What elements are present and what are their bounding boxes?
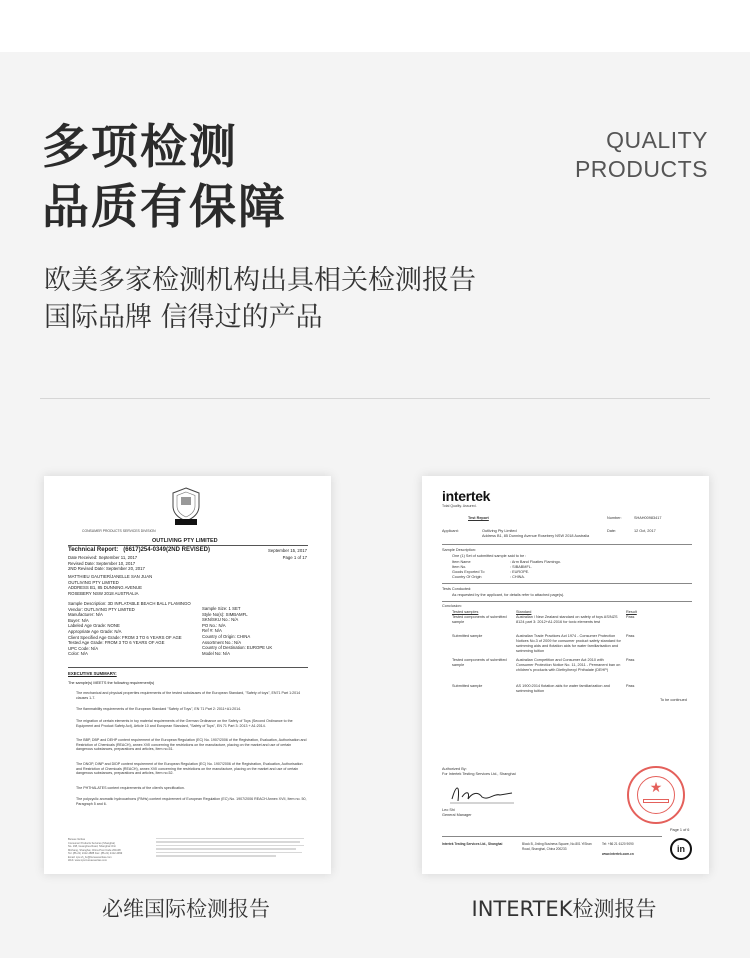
it-row-result: Pass <box>626 615 635 619</box>
intertek-tagline: Total Quality. Assured. <box>442 504 477 508</box>
bv-address-line: ADDRESS B1, 85 DUNNING AVENUE <box>68 585 142 591</box>
bv-field: Appropriate Age Grade: N/A <box>68 628 122 634</box>
official-seal-icon: ★ <box>627 766 685 824</box>
it-sample-field-value: : EUROPE. <box>510 570 530 574</box>
bv-field: Country of Destination: EUROPE UK <box>202 645 273 651</box>
it-conclusion-label: Conclusion: <box>442 604 462 608</box>
it-number-label: Number: <box>607 516 622 520</box>
it-authorized-org: For Intertek Testing Services Ltd., Shanghai <box>442 772 516 776</box>
bv-page: Page 1 of 17 <box>282 555 307 560</box>
bv-date-line: 2ND Revised Date: September 20, 2017 <box>68 566 145 572</box>
section-divider <box>40 398 710 399</box>
it-footer-tel: Tel: +86 21 6120 9090 <box>602 842 634 846</box>
bv-dates <box>68 555 145 572</box>
it-sample-field-value: : CHINA. <box>510 575 525 579</box>
it-applicant-label: Applicant: <box>442 529 459 533</box>
it-rule <box>442 601 692 602</box>
bv-footer-line: Minhang, Shanghai, China Post Code 201108 <box>68 848 121 852</box>
bv-field: Color: N/A <box>68 651 88 657</box>
bv-footer-line: Email: cps.sh_bv@bureauveritas.com <box>68 855 112 859</box>
bv-summary-item: The flammability requirements of the European Standard "Safety of Toys", EN 71 Part 2: 2011+A1:2014. <box>76 707 242 711</box>
it-number: SHAH00983417 <box>634 516 662 520</box>
bv-field: Sample Size: 1 SET <box>202 606 241 611</box>
it-sample-desc-label: Sample Description: <box>442 548 476 552</box>
it-applicant-line: Outliving Pty Limited <box>482 529 517 533</box>
it-sample-field-label: Item Name <box>452 560 471 564</box>
it-row-result: Pass <box>626 658 635 662</box>
it-row-standard: Australian Competition and Consumer Act 2010 with Consumer Protection Notice No. 11, 2011 - Permanent ban on children's products with Diethylhexyl Phthalate (DEHP) <box>516 658 621 672</box>
intertek-logo <box>442 488 490 504</box>
bv-field: Country of Origin: CHINA <box>202 633 251 639</box>
bv-summary-item: The mechanical and physical properties requirements of the tested subclauses of the European Standard, "Safety of toys", EN71 Part 1:2014 clauses 1-7. <box>76 691 301 700</box>
bv-field: Tested Age Grade: FROM 3 TO 6 YEARS OF AGE <box>68 640 165 646</box>
it-tests-label: Tests Conducted: <box>442 587 472 591</box>
bv-footer <box>68 838 308 866</box>
intertek-report-image <box>422 476 709 874</box>
bv-field: PO No.: N/A <box>202 622 226 628</box>
it-signer: Leo Shi <box>442 808 455 812</box>
quality-line2: PRODUCTS <box>574 156 708 182</box>
bv-report-no: (6617)254-0349(2ND REVISED) <box>123 547 210 553</box>
bv-summary-item: The PHTHALATES content requirements of the client's specification. <box>76 786 185 790</box>
bv-report-image <box>44 476 331 874</box>
bv-date: September 15, 2017 <box>268 548 307 553</box>
bv-field: Assortment No.: N/A <box>202 639 242 645</box>
bv-address-line: OUTLIVING PTY LIMITED <box>68 579 119 585</box>
bv-field: Buyer: N/A <box>68 617 89 623</box>
it-authorized-by: Authorized By: <box>442 767 467 771</box>
bv-address-line: ROSEBERY NSW 2018 AUSTRALIA <box>68 590 139 596</box>
bv-field: Sample Description: 3D INFLATABLE BEACH BALL FLAMINGO <box>68 601 191 606</box>
bv-address-line: MATTHIEU GAUTIER/JANELLE SAN JUAN <box>68 574 153 579</box>
it-row-sample: Tested components of submitted sample <box>452 615 507 624</box>
subtitle-line1: 欧美多家检测机构出具相关检测报告 <box>44 265 476 296</box>
intertek-report-caption: INTERTEK检测报告 <box>471 897 657 921</box>
it-col-header: Result <box>626 610 637 614</box>
bv-field: SKN/SKU No.: N/A <box>202 617 239 623</box>
bv-summary-intro: The sample(s) MEETS the following requirement(s) <box>68 681 155 685</box>
it-col-header: Tested samples <box>452 610 479 614</box>
it-rule <box>442 544 692 545</box>
bv-fields-right <box>202 606 272 656</box>
bv-footer-line: No. 168, Guanghua Road, Shanghai Chin <box>68 845 117 848</box>
it-rule <box>442 836 662 837</box>
intertek-logo-text: intertek <box>442 488 491 504</box>
bv-date-line: Revised Date: September 10, 2017 <box>68 560 136 566</box>
bv-rule-top <box>68 545 308 546</box>
it-sample-field-value: : Arm Band Floaties Flamingo. <box>510 560 561 564</box>
bv-department: CONSUMER PRODUCTS SERVICES DIVISION <box>82 529 156 533</box>
quality-products-tagline <box>575 126 708 184</box>
it-col-header: Standard <box>516 610 532 614</box>
bv-summary-title: EXECUTIVE SUMMARY: <box>68 671 117 676</box>
it-page: Page 1 of 6 <box>670 828 690 832</box>
bv-footer-fine-print <box>156 838 306 859</box>
bv-summary-item: The polycyclic aromatic hydrocarbons (PAHs) content requirement of European Regulation (EC) No. 1907/2006 REACH Annex XVII, Item no. 50, Paragraph 5 and 6. <box>76 797 307 806</box>
it-row-result: Pass <box>626 634 635 638</box>
bv-field: Manufacturer: N/A <box>68 612 103 618</box>
it-tests-note: As requested by the applicant, for details refer to attached page(s). <box>452 593 565 597</box>
quality-line1: QUALITY <box>606 127 708 153</box>
bv-summary-item: The BBP, DBP and DEHP content requirement of the European Regulation (EC) No. 1907/2006 of the Registration, Evaluation, Authorisation and Restriction of Chemicals (REACH), annex XVII concerning the restrictions on the manufacture, placing on the market and use of certain dangerous substances, preparations and articles, Item no.51. <box>76 738 307 752</box>
bv-field: Labeled Age Grade: NONE <box>68 623 120 629</box>
bv-company: OUTLIVING PTY LIMITED <box>152 538 218 544</box>
bv-field: Vendor: OUTLIVING PTY LIMITED <box>68 606 135 612</box>
bv-footer-address <box>68 838 146 863</box>
it-row-standard: AS 1900:2014 flotation aids for water familiarization and swimming tuition <box>516 684 610 693</box>
bv-footer-line: Bureau Veritas <box>68 838 86 841</box>
it-row-standard: Australian Trade Practices Act 1974 - Consumer Protection Notices No.3 of 2009 for consumer product safety standard for swimming aids and flotation aids for water familiarisation and swimming tuition <box>516 634 621 653</box>
bv-rule-mid <box>68 667 308 668</box>
bv-footer-line: Web: www.cps.bureauveritas.com <box>68 859 108 862</box>
bv-footer-line: Tel: (86-21) 2412-4888 Fax: (86-21) 2412-4999 <box>68 852 123 855</box>
it-sample-field-label: Goods Exported To <box>452 570 485 574</box>
it-sample-field-label: Country Of Origin <box>452 575 482 579</box>
it-row-standard: Australian / New Zealand standard on safety of toys AS/NZS 8124 part 3: 2012+A1:2016 for toxic elements test <box>516 615 618 624</box>
it-applicant-line: Address B1, 85 Dunning Avenue Rosebery NSW 2018 Australia <box>482 534 590 538</box>
bv-summary-item: The DNOP, DINP and DIDP content requirement of the European Regulation (EC) No. 1907/2006 of the Registration, Evaluation, Authorisation and Restriction of Chemicals (REACH), annex XVII concerning the restrictions on the manufacture, placing on the market and use of certain dangerous substances, preparations and articles, Item no.52. <box>76 762 303 776</box>
bv-field: Ref #: N/A <box>202 628 222 634</box>
bv-field: UPC Code: N/A <box>68 645 99 651</box>
bv-report-label: Technical Report: <box>68 547 119 553</box>
bv-summary-item: The migration of certain elements in toy material requirements of the German Ordinance on the Safety of Toys (Second Ordinance to the Equipment and Product Safety Act), Article 10 and European Standard, "Safety of Toys", EN 71 Part 3: 2013 + A1:2014. <box>76 719 293 728</box>
bv-report-number <box>68 547 210 553</box>
it-sample-field-value: : SIBABMFL. <box>510 565 532 569</box>
bv-address <box>68 574 152 596</box>
it-signer-title: General Manager <box>442 813 472 817</box>
it-rule <box>442 583 692 584</box>
bv-field: Style No(s): SIMBAMFL <box>202 611 248 617</box>
it-row-sample: Submitted sample <box>452 684 483 688</box>
it-footer-web: www.intertek.com.cn <box>602 852 634 856</box>
top-white-strip <box>0 0 750 52</box>
it-sample-field-label: Item No. <box>452 565 467 569</box>
it-footer-company: Intertek Testing Services Ltd., Shanghai <box>442 842 503 846</box>
it-date-label: Date: <box>607 529 617 533</box>
it-sample-desc: One (1) Set of submitted sample said to be : <box>452 554 527 558</box>
it-continued: To be continued <box>660 698 687 702</box>
it-footer-address: Block B, Jinling Business Square, No.801 YiShan Road, Shanghai, China 200233 <box>522 842 592 851</box>
page-title-line1: 多项检测 <box>42 120 238 175</box>
bv-date-line: Date Received: September 11, 2017 <box>68 555 138 560</box>
bv-field: Model No: N/A <box>202 650 230 656</box>
subtitle-line2: 国际品牌 信得过的产品 <box>44 302 323 333</box>
it-row-sample: Submitted sample <box>452 634 483 638</box>
bureau-veritas-logo-icon <box>166 486 206 526</box>
it-row-result: Pass <box>626 684 635 688</box>
bv-fields-left <box>68 601 191 657</box>
it-date: 12 Oct, 2017 <box>634 529 656 533</box>
bv-footer-line: Consumer Products Services (Shanghai) <box>68 841 115 845</box>
bv-field: Client Specified Age Grade: FROM 3 TO 6 YEARS OF AGE <box>68 634 182 640</box>
intertek-in-logo-icon: in <box>670 838 692 860</box>
it-title: Test Report <box>468 516 489 520</box>
bv-report-caption: 必维国际检测报告 <box>102 897 270 921</box>
signature-icon <box>448 781 518 807</box>
page-title-line2: 品质有保障 <box>42 180 287 235</box>
it-row-sample: Tested components of submitted sample <box>452 658 507 667</box>
